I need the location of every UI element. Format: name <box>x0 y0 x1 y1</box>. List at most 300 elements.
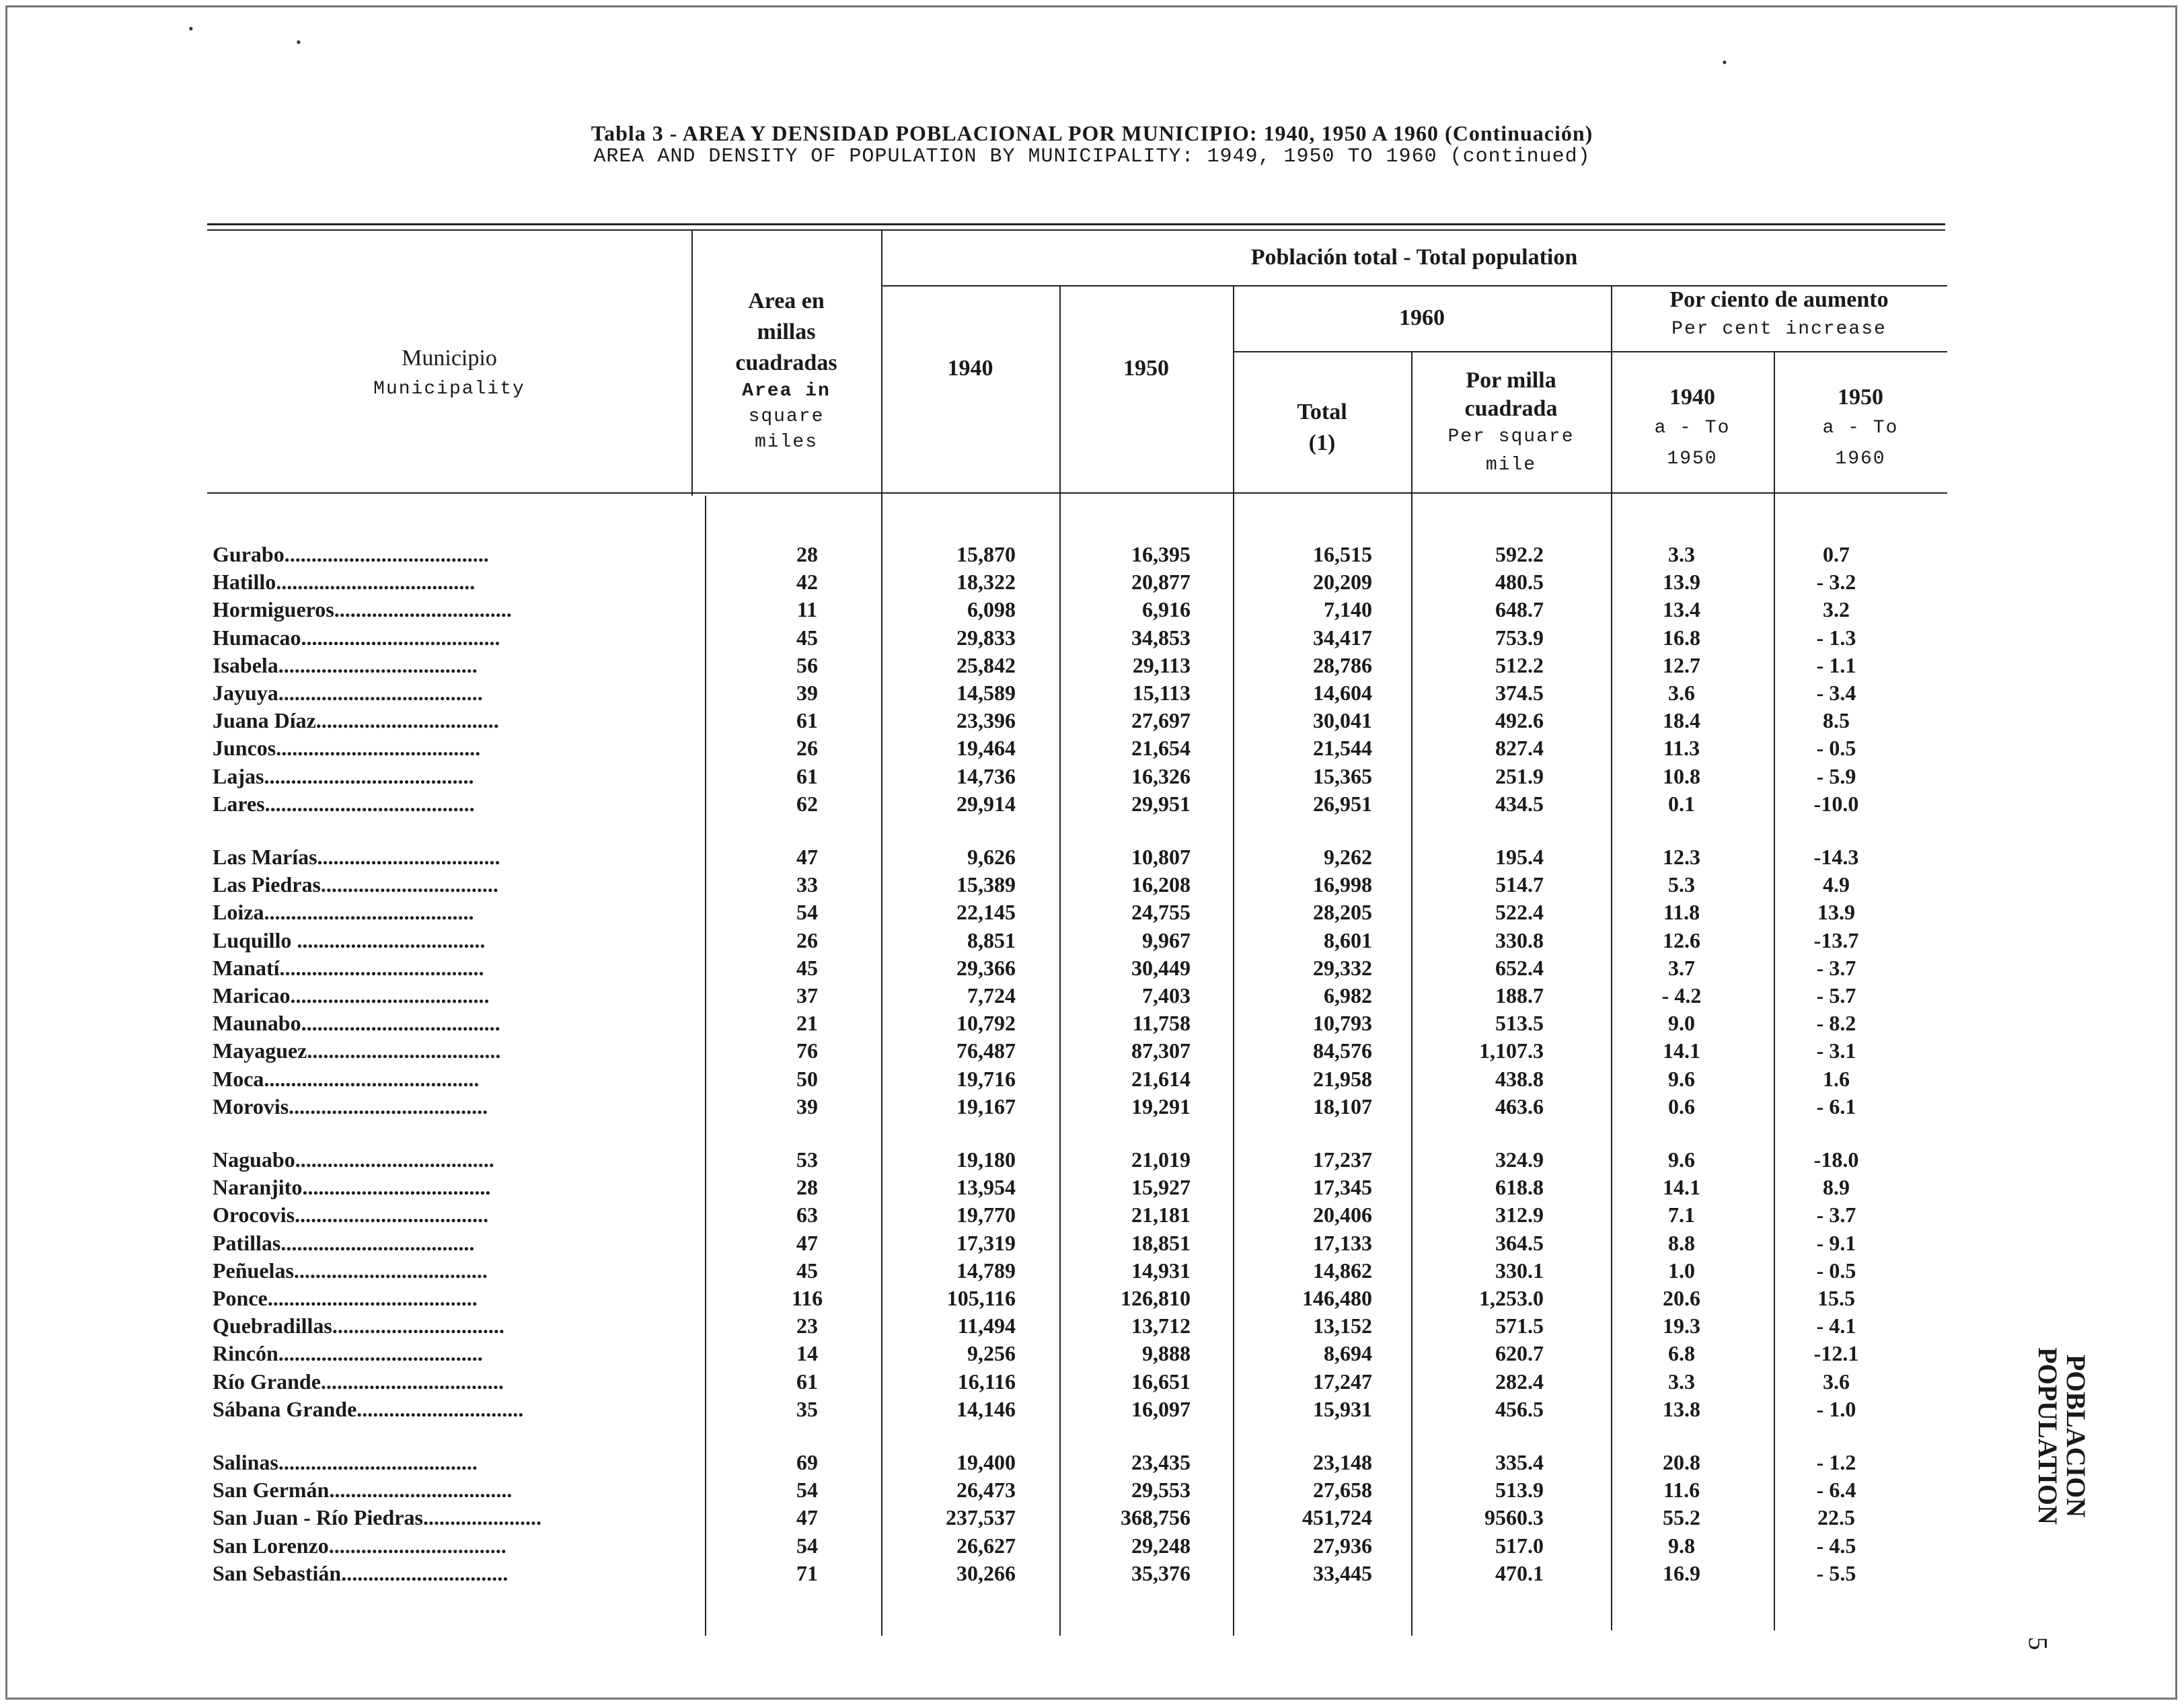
area-cell: 47 <box>796 845 818 869</box>
density-cell: 324.9 <box>1495 1147 1544 1172</box>
table-row <box>0 764 2184 791</box>
pop-1940-cell: 18,322 <box>956 570 1016 595</box>
pop-1950-cell: 126,810 <box>1121 1286 1191 1310</box>
pop-1950-cell: 29,113 <box>1132 652 1191 677</box>
area-cell: 61 <box>796 763 818 788</box>
table-row <box>0 1094 2184 1121</box>
pop-1960-cell: 8,601 <box>1324 927 1372 952</box>
header-1960: 1960 <box>1399 305 1445 330</box>
density-cell: 618.8 <box>1495 1175 1544 1200</box>
pop-1960-cell: 146,480 <box>1302 1286 1372 1310</box>
density-cell: 517.0 <box>1495 1533 1544 1558</box>
increase-50-60-cell: - 6.4 <box>1816 1478 1856 1503</box>
pop-1960-cell: 33,445 <box>1313 1560 1372 1585</box>
increase-50-60-cell: 3.6 <box>1823 1369 1850 1394</box>
pop-1940-cell: 29,914 <box>956 791 1016 816</box>
increase-50-60-cell: - 5.5 <box>1816 1560 1856 1585</box>
pop-1950-cell: 19,291 <box>1131 1094 1191 1119</box>
scan-speck: • <box>1722 54 1727 71</box>
table-row <box>0 1397 2184 1424</box>
scan-speck: • <box>188 20 194 37</box>
pop-1940-cell: 30,266 <box>956 1560 1016 1585</box>
municipality-cell: San Juan - Río Piedras...................... <box>213 1505 541 1530</box>
increase-50-60-cell: 0.7 <box>1823 542 1850 566</box>
pop-1940-cell: 19,400 <box>956 1450 1016 1474</box>
header-municipio-en: Municipality <box>373 379 525 400</box>
density-cell: 335.4 <box>1495 1450 1544 1474</box>
header-per-sq-en-2: mile <box>1485 455 1537 476</box>
municipality-cell: Sábana Grande............................... <box>213 1396 524 1421</box>
municipality-cell: Isabela..................................... <box>213 652 478 677</box>
increase-50-60-cell: 15.5 <box>1817 1286 1855 1310</box>
table-row <box>0 736 2184 763</box>
area-cell: 26 <box>796 736 818 761</box>
header-area-es-2: millas <box>757 319 816 344</box>
table-row <box>0 653 2184 680</box>
header-per-sq-es-2: cuadrada <box>1464 396 1558 421</box>
municipality-cell: Gurabo...................................... <box>213 542 489 566</box>
municipality-cell: Patillas.................................... <box>213 1230 475 1255</box>
increase-50-60-cell: - 4.5 <box>1816 1533 1856 1558</box>
area-cell: 23 <box>796 1314 818 1338</box>
table-row <box>0 792 2184 819</box>
pop-1960-cell: 26,951 <box>1313 791 1372 816</box>
side-label-es: POBLACION <box>2061 1354 2091 1518</box>
increase-40-50-cell: 0.1 <box>1668 791 1695 816</box>
area-cell: 47 <box>796 1505 818 1530</box>
table-row <box>0 1231 2184 1258</box>
increase-50-60-cell: - 8.2 <box>1816 1011 1856 1036</box>
table-row <box>0 1175 2184 1202</box>
pop-1950-cell: 13,712 <box>1131 1314 1191 1338</box>
pop-1950-cell: 9,967 <box>1142 927 1191 952</box>
header-pct-es: Por ciento de aumento <box>1669 287 1889 312</box>
increase-40-50-cell: 12.7 <box>1663 652 1700 677</box>
table-row <box>0 1147 2184 1174</box>
increase-40-50-cell: 3.7 <box>1668 955 1695 980</box>
pop-1960-cell: 16,515 <box>1313 542 1372 566</box>
pop-1940-cell: 9,256 <box>967 1341 1016 1366</box>
increase-50-60-cell: 8.9 <box>1823 1175 1850 1200</box>
density-cell: 513.9 <box>1495 1478 1544 1503</box>
area-cell: 28 <box>796 542 818 566</box>
header-inc1-c: 1950 <box>1667 449 1718 469</box>
table-row <box>0 1286 2184 1313</box>
pop-1950-cell: 16,097 <box>1131 1396 1191 1421</box>
table-row <box>0 1505 2184 1532</box>
pop-1960-cell: 10,793 <box>1313 1011 1372 1036</box>
pop-1940-cell: 14,146 <box>956 1396 1016 1421</box>
area-cell: 62 <box>796 791 818 816</box>
header-total-1: Total <box>1297 400 1347 424</box>
density-cell: 620.7 <box>1495 1341 1544 1366</box>
pop-1950-cell: 21,019 <box>1131 1147 1191 1172</box>
pop-1940-cell: 19,464 <box>956 736 1016 761</box>
increase-50-60-cell: - 3.7 <box>1816 1203 1856 1227</box>
pop-1960-cell: 27,658 <box>1313 1478 1372 1503</box>
page-number: 5 <box>2023 1636 2054 1651</box>
pop-1950-cell: 29,248 <box>1131 1533 1191 1558</box>
municipality-cell: Naranjito................................... <box>213 1175 491 1200</box>
pop-1960-cell: 20,209 <box>1313 570 1372 595</box>
pop-1950-cell: 14,931 <box>1131 1258 1191 1283</box>
area-cell: 56 <box>796 652 818 677</box>
increase-40-50-cell: 12.3 <box>1663 845 1700 869</box>
pop-1950-cell: 30,449 <box>1131 955 1191 980</box>
side-label-en: POPULATION <box>2033 1347 2063 1525</box>
density-cell: 282.4 <box>1495 1369 1544 1394</box>
area-cell: 61 <box>796 708 818 733</box>
area-cell: 54 <box>796 1478 818 1503</box>
header-per-sq-es-1: Por milla <box>1466 368 1556 393</box>
pop-1940-cell: 17,319 <box>956 1230 1016 1255</box>
table-row <box>0 570 2184 597</box>
pop-1960-cell: 84,576 <box>1313 1038 1372 1063</box>
area-cell: 45 <box>796 955 818 980</box>
header-inc1-a: 1940 <box>1669 385 1715 410</box>
table-row <box>0 1258 2184 1285</box>
pop-1950-cell: 21,654 <box>1131 736 1191 761</box>
increase-50-60-cell: -13.7 <box>1813 927 1859 952</box>
pop-1950-cell: 6,916 <box>1142 597 1191 622</box>
area-cell: 61 <box>796 1369 818 1394</box>
pop-1940-cell: 10,792 <box>956 1011 1016 1036</box>
area-cell: 63 <box>796 1203 818 1227</box>
municipality-cell: Quebradillas................................ <box>213 1314 504 1338</box>
pop-1950-cell: 16,208 <box>1131 872 1191 897</box>
density-cell: 592.2 <box>1495 542 1544 566</box>
municipality-cell: Maricao..................................... <box>213 983 490 1008</box>
municipality-cell: Loiza....................................... <box>213 900 474 925</box>
area-cell: 11 <box>796 597 818 622</box>
pop-1940-cell: 237,537 <box>946 1505 1016 1530</box>
municipality-cell: San Germán.................................. <box>213 1478 513 1503</box>
increase-40-50-cell: 13.4 <box>1663 597 1700 622</box>
density-cell: 312.9 <box>1495 1203 1544 1227</box>
density-cell: 463.6 <box>1495 1094 1544 1119</box>
pop-1960-cell: 20,406 <box>1313 1203 1372 1227</box>
pop-1960-cell: 21,544 <box>1313 736 1372 761</box>
increase-50-60-cell: -12.1 <box>1813 1341 1859 1366</box>
increase-50-60-cell: 13.9 <box>1817 900 1855 925</box>
pop-1940-cell: 26,473 <box>956 1478 1016 1503</box>
area-cell: 28 <box>796 1175 818 1200</box>
pop-1960-cell: 28,205 <box>1313 900 1372 925</box>
pop-1950-cell: 29,553 <box>1131 1478 1191 1503</box>
increase-50-60-cell: - 4.1 <box>1816 1314 1856 1338</box>
increase-40-50-cell: 13.9 <box>1663 570 1700 595</box>
increase-40-50-cell: 9.6 <box>1668 1147 1695 1172</box>
area-cell: 42 <box>796 570 818 595</box>
municipality-cell: Lares....................................... <box>213 791 475 816</box>
table-row <box>0 1203 2184 1229</box>
density-cell: 753.9 <box>1495 625 1544 650</box>
table-row <box>0 1478 2184 1505</box>
increase-40-50-cell: 9.0 <box>1668 1011 1695 1036</box>
increase-50-60-cell: - 0.5 <box>1816 736 1856 761</box>
header-pct-en: Per cent increase <box>1671 319 1887 340</box>
area-cell: 47 <box>796 1230 818 1255</box>
increase-50-60-cell: - 5.7 <box>1816 983 1856 1008</box>
header-inc2-b: a - To <box>1822 418 1899 439</box>
area-cell: 37 <box>796 983 818 1008</box>
increase-50-60-cell: - 6.1 <box>1816 1094 1856 1119</box>
increase-40-50-cell: 55.2 <box>1663 1505 1700 1530</box>
pop-1950-cell: 15,113 <box>1132 681 1191 705</box>
municipality-cell: Salinas..................................... <box>213 1450 478 1474</box>
pop-1950-cell: 368,756 <box>1121 1505 1191 1530</box>
pop-1960-cell: 451,724 <box>1302 1505 1372 1530</box>
increase-50-60-cell: -14.3 <box>1813 845 1859 869</box>
increase-40-50-cell: 10.8 <box>1663 763 1700 788</box>
density-cell: 9560.3 <box>1484 1505 1544 1530</box>
pop-1960-cell: 17,237 <box>1313 1147 1372 1172</box>
pop-1960-cell: 7,140 <box>1324 597 1372 622</box>
table-row <box>0 872 2184 899</box>
increase-50-60-cell: -10.0 <box>1813 791 1859 816</box>
header-inc2-c: 1960 <box>1835 449 1886 469</box>
pop-1960-cell: 21,958 <box>1313 1066 1372 1091</box>
increase-50-60-cell: -18.0 <box>1813 1147 1859 1172</box>
area-cell: 45 <box>796 625 818 650</box>
area-cell: 50 <box>796 1066 818 1091</box>
increase-40-50-cell: 8.8 <box>1668 1230 1695 1255</box>
pop-1950-cell: 16,326 <box>1131 763 1191 788</box>
municipality-cell: Jayuya...................................... <box>213 681 483 705</box>
density-cell: 330.8 <box>1495 927 1544 952</box>
pop-1940-cell: 19,167 <box>956 1094 1016 1119</box>
pop-1960-cell: 34,417 <box>1313 625 1372 650</box>
pop-1940-cell: 26,627 <box>956 1533 1016 1558</box>
pop-1950-cell: 11,758 <box>1132 1011 1191 1036</box>
pop-1950-cell: 16,395 <box>1131 542 1191 566</box>
header-area-es-1: Area en <box>748 289 825 313</box>
area-cell: 14 <box>796 1341 818 1366</box>
municipality-cell: Hormigueros................................. <box>213 597 512 622</box>
pop-1950-cell: 24,755 <box>1131 900 1191 925</box>
header-municipio-es: Municipio <box>402 346 497 371</box>
pop-1940-cell: 29,366 <box>956 955 1016 980</box>
table-row <box>0 845 2184 872</box>
increase-50-60-cell: - 1.3 <box>1816 625 1856 650</box>
increase-40-50-cell: 16.9 <box>1663 1560 1700 1585</box>
pop-1950-cell: 21,181 <box>1131 1203 1191 1227</box>
pop-1940-cell: 29,833 <box>956 625 1016 650</box>
increase-40-50-cell: 3.3 <box>1668 542 1695 566</box>
header-area-en-1: Area in <box>742 381 831 402</box>
pop-1950-cell: 21,614 <box>1131 1066 1191 1091</box>
density-cell: 1,253.0 <box>1479 1286 1544 1310</box>
municipality-cell: Maunabo..................................... <box>213 1011 500 1036</box>
pop-1960-cell: 15,365 <box>1313 763 1372 788</box>
density-cell: 522.4 <box>1495 900 1544 925</box>
pop-1960-cell: 6,982 <box>1324 983 1372 1008</box>
density-cell: 648.7 <box>1495 597 1544 622</box>
header-inc1-b: a - To <box>1654 418 1731 439</box>
pop-1940-cell: 19,180 <box>956 1147 1016 1172</box>
pop-1950-cell: 20,877 <box>1131 570 1191 595</box>
increase-40-50-cell: 18.4 <box>1663 708 1700 733</box>
header-inc2-a: 1950 <box>1838 385 1883 410</box>
pop-1960-cell: 28,786 <box>1313 652 1372 677</box>
area-cell: 69 <box>796 1450 818 1474</box>
header-area-en-2: square <box>748 406 825 427</box>
table-row <box>0 1450 2184 1477</box>
pop-1940-cell: 11,494 <box>957 1314 1016 1338</box>
increase-40-50-cell: 13.8 <box>1663 1396 1700 1421</box>
pop-1950-cell: 10,807 <box>1131 845 1191 869</box>
density-cell: 480.5 <box>1495 570 1544 595</box>
density-cell: 512.2 <box>1495 652 1544 677</box>
increase-50-60-cell: - 3.1 <box>1816 1038 1856 1063</box>
header-1950: 1950 <box>1123 356 1169 381</box>
increase-40-50-cell: 1.0 <box>1668 1258 1695 1283</box>
pop-1940-cell: 19,770 <box>956 1203 1016 1227</box>
municipality-cell: Ponce....................................... <box>213 1286 478 1310</box>
increase-40-50-cell: 11.8 <box>1663 900 1700 925</box>
pop-1940-cell: 13,954 <box>956 1175 1016 1200</box>
increase-50-60-cell: - 1.0 <box>1816 1396 1856 1421</box>
table-row <box>0 1038 2184 1065</box>
pop-1960-cell: 27,936 <box>1313 1533 1372 1558</box>
density-cell: 652.4 <box>1495 955 1544 980</box>
municipality-cell: San Sebastián............................... <box>213 1560 509 1585</box>
increase-50-60-cell: - 1.2 <box>1816 1450 1856 1474</box>
header-1940: 1940 <box>947 356 993 381</box>
density-cell: 188.7 <box>1495 983 1544 1008</box>
pop-1940-cell: 76,487 <box>956 1038 1016 1063</box>
table-title-es: Tabla 3 - AREA Y DENSIDAD POBLACIONAL POR MUNICIPIO: 1940, 1950 A 1960 (Continuación) <box>591 121 1593 145</box>
pop-1940-cell: 23,396 <box>956 708 1016 733</box>
increase-50-60-cell: 4.9 <box>1823 872 1850 897</box>
increase-40-50-cell: 14.1 <box>1663 1038 1700 1063</box>
pop-1940-cell: 14,589 <box>956 681 1016 705</box>
density-cell: 571.5 <box>1495 1314 1544 1338</box>
increase-40-50-cell: 9.8 <box>1668 1533 1695 1558</box>
pop-1940-cell: 9,626 <box>967 845 1016 869</box>
area-cell: 54 <box>796 1533 818 1558</box>
table-row <box>0 681 2184 708</box>
increase-40-50-cell: 9.6 <box>1668 1066 1695 1091</box>
municipality-cell: Hatillo..................................... <box>213 570 476 595</box>
pop-1950-cell: 16,651 <box>1131 1369 1191 1394</box>
pop-1960-cell: 17,345 <box>1313 1175 1372 1200</box>
pop-1950-cell: 35,376 <box>1131 1560 1191 1585</box>
increase-40-50-cell: 3.3 <box>1668 1369 1695 1394</box>
increase-50-60-cell: 1.6 <box>1823 1066 1850 1091</box>
increase-40-50-cell: 16.8 <box>1663 625 1700 650</box>
pop-1950-cell: 9,888 <box>1142 1341 1191 1366</box>
pop-1960-cell: 8,694 <box>1324 1341 1372 1366</box>
density-cell: 827.4 <box>1495 736 1544 761</box>
pop-1960-cell: 9,262 <box>1324 845 1372 869</box>
municipality-cell: Manatí...................................... <box>213 955 484 980</box>
header-area-en-3: miles <box>754 432 818 453</box>
pop-1950-cell: 18,851 <box>1131 1230 1191 1255</box>
municipality-cell: Naguabo..................................... <box>213 1147 494 1172</box>
increase-50-60-cell: - 1.1 <box>1816 652 1856 677</box>
municipality-cell: San Lorenzo................................. <box>213 1533 506 1558</box>
increase-50-60-cell: - 5.9 <box>1816 763 1856 788</box>
area-cell: 21 <box>796 1011 818 1036</box>
municipality-cell: Orocovis.................................... <box>213 1203 489 1227</box>
pop-1940-cell: 15,389 <box>956 872 1016 897</box>
area-cell: 116 <box>791 1286 823 1310</box>
density-cell: 434.5 <box>1495 791 1544 816</box>
table-row <box>0 626 2184 652</box>
pop-1940-cell: 22,145 <box>956 900 1016 925</box>
municipality-cell: Humacao..................................... <box>213 625 500 650</box>
table-row <box>0 1314 2184 1340</box>
pop-1960-cell: 17,247 <box>1313 1369 1372 1394</box>
scan-speck: • <box>296 34 301 50</box>
area-cell: 54 <box>796 900 818 925</box>
pop-1940-cell: 19,716 <box>956 1066 1016 1091</box>
increase-50-60-cell: - 3.7 <box>1816 955 1856 980</box>
pop-1950-cell: 15,927 <box>1131 1175 1191 1200</box>
table-row <box>0 1533 2184 1560</box>
table-row <box>0 708 2184 735</box>
density-cell: 492.6 <box>1495 708 1544 733</box>
header-per-sq-en-1: Per square <box>1447 426 1575 447</box>
density-cell: 456.5 <box>1495 1396 1544 1421</box>
increase-40-50-cell: 3.6 <box>1668 681 1695 705</box>
pop-1960-cell: 14,604 <box>1313 681 1372 705</box>
municipality-cell: Lajas....................................... <box>213 763 474 788</box>
table-row <box>0 983 2184 1010</box>
pop-1940-cell: 8,851 <box>967 927 1016 952</box>
pop-1950-cell: 23,435 <box>1131 1450 1191 1474</box>
pop-1960-cell: 16,998 <box>1313 872 1372 897</box>
municipality-cell: Morovis..................................... <box>213 1094 488 1119</box>
density-cell: 374.5 <box>1495 681 1544 705</box>
pop-1940-cell: 14,789 <box>956 1258 1016 1283</box>
table-row <box>0 1341 2184 1368</box>
increase-40-50-cell: 5.3 <box>1668 872 1695 897</box>
municipality-cell: Peñuelas.................................... <box>213 1258 488 1283</box>
pop-1950-cell: 7,403 <box>1142 983 1191 1008</box>
table-row <box>0 542 2184 569</box>
increase-40-50-cell: 0.6 <box>1668 1094 1695 1119</box>
area-cell: 39 <box>796 681 818 705</box>
increase-40-50-cell: - 4.2 <box>1661 983 1702 1008</box>
density-cell: 513.5 <box>1495 1011 1544 1036</box>
municipality-cell: Las Marías.................................. <box>213 845 500 869</box>
increase-50-60-cell: - 0.5 <box>1816 1258 1856 1283</box>
increase-40-50-cell: 20.8 <box>1663 1450 1700 1474</box>
table-row <box>0 1561 2184 1588</box>
increase-40-50-cell: 11.6 <box>1663 1478 1700 1503</box>
pop-1940-cell: 7,724 <box>967 983 1016 1008</box>
header-total-2: (1) <box>1308 430 1336 455</box>
density-cell: 514.7 <box>1495 872 1544 897</box>
pop-1950-cell: 27,697 <box>1131 708 1191 733</box>
density-cell: 438.8 <box>1495 1066 1544 1091</box>
increase-40-50-cell: 6.8 <box>1668 1341 1695 1366</box>
header-area-es-3: cuadradas <box>735 350 837 375</box>
table-row <box>0 597 2184 624</box>
density-cell: 1,107.3 <box>1479 1038 1544 1063</box>
pop-1940-cell: 16,116 <box>957 1369 1016 1394</box>
pop-1960-cell: 17,133 <box>1313 1230 1372 1255</box>
table-row <box>0 900 2184 927</box>
density-cell: 364.5 <box>1495 1230 1544 1255</box>
pop-1960-cell: 30,041 <box>1313 708 1372 733</box>
increase-50-60-cell: - 9.1 <box>1816 1230 1856 1255</box>
area-cell: 53 <box>796 1147 818 1172</box>
municipality-cell: Las Piedras................................. <box>213 872 498 897</box>
increase-40-50-cell: 12.6 <box>1663 927 1700 952</box>
